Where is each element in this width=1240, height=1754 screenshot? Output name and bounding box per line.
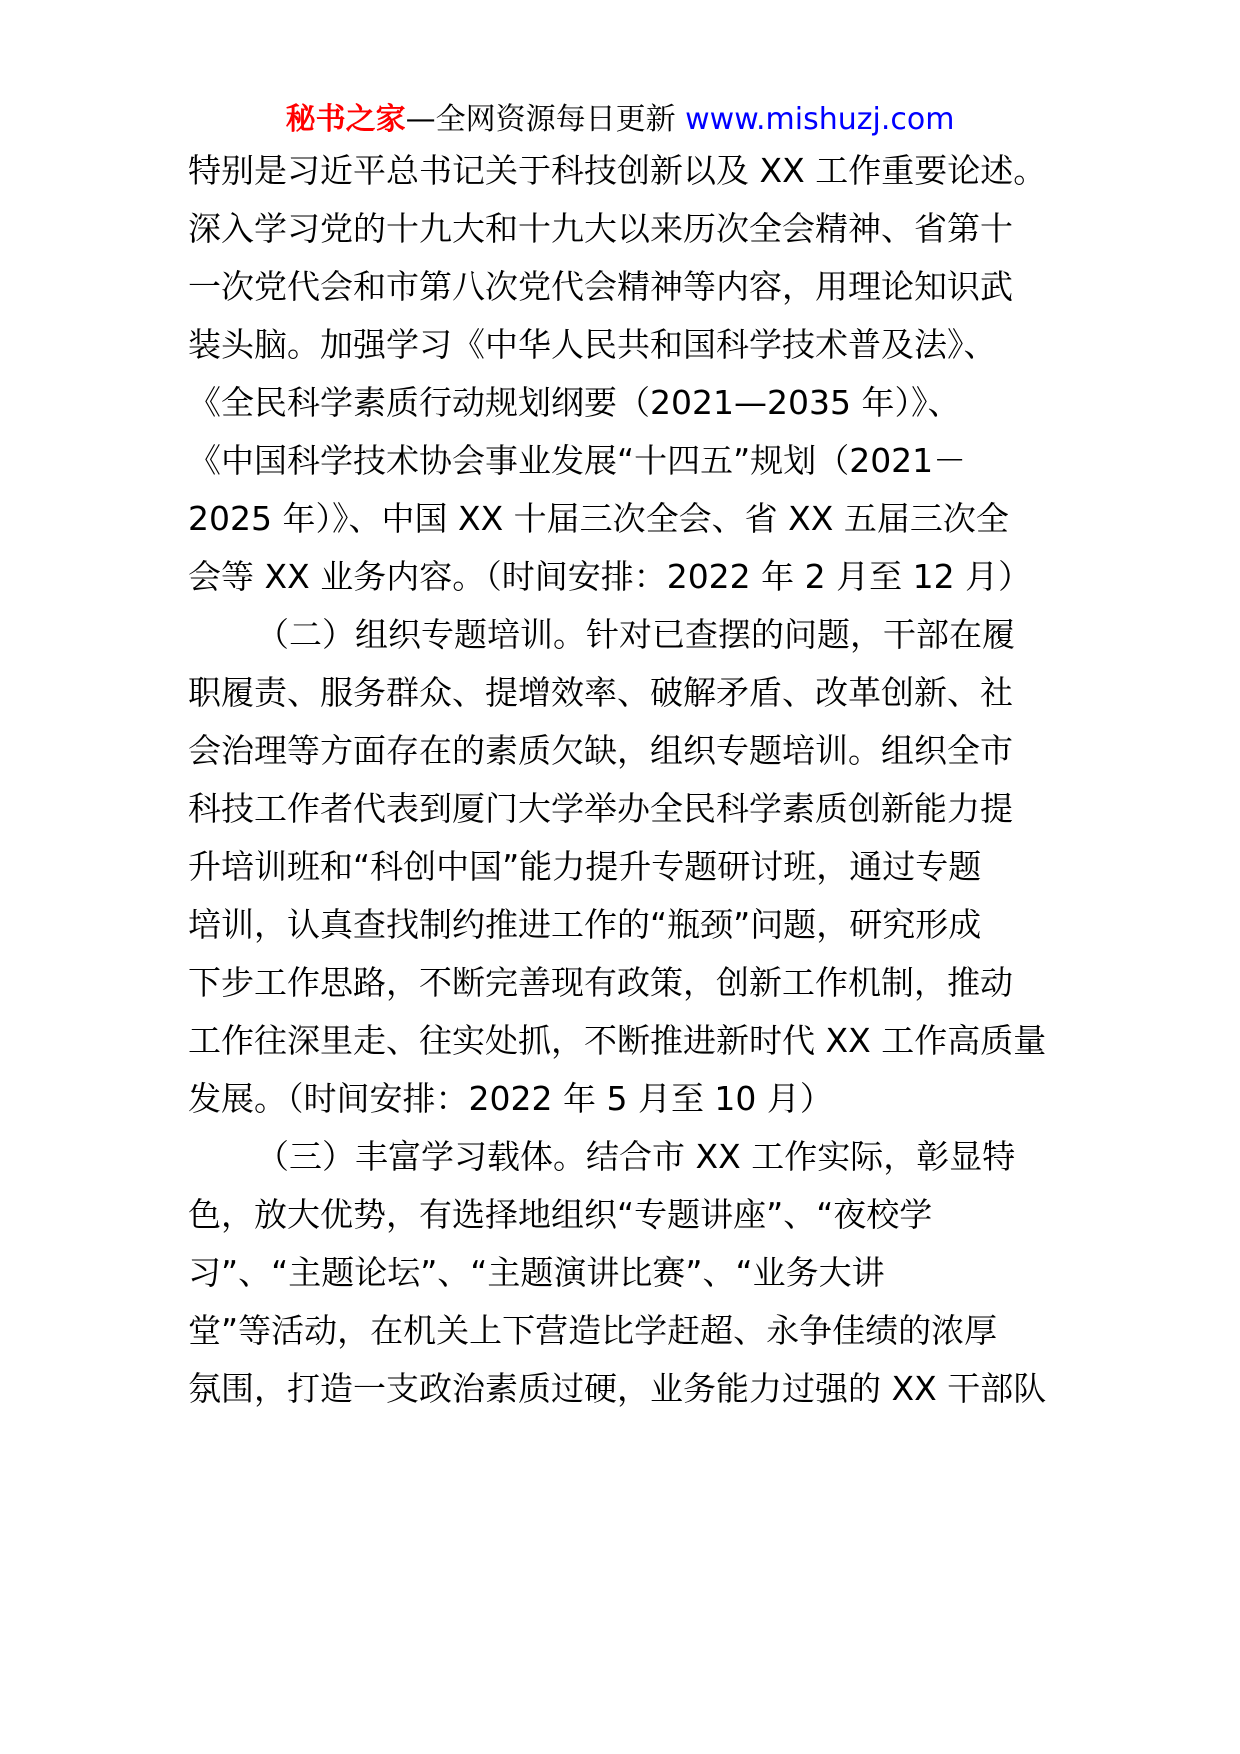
text-line: 《全民科学素质行动规划纲要（2021—2035 年）》、 — [188, 383, 961, 422]
paragraph-heading-3: （三）丰富学习载体。结合市 XX 工作实际，彰显特 — [256, 1137, 1016, 1176]
text-line: 职履责、服务群众、提增效率、破解矛盾、改革创新、社 — [188, 673, 1013, 712]
text-line: 《中国科学技术协会事业发展“十四五”规划（2021－ — [188, 441, 967, 480]
text-line: 会治理等方面存在的素质欠缺，组织专题培训。组织全市 — [188, 731, 1013, 770]
text-line: 2025 年）》、中国 XX 十届三次全会、省 XX 五届三次全 — [188, 499, 1009, 538]
text-line: 升培训班和“科创中国”能力提升专题研讨班，通过专题 — [188, 847, 982, 886]
paragraph-heading-2: （二）组织专题培训。针对已查摆的问题，干部在履 — [256, 615, 1015, 654]
text-line: 科技工作者代表到厦门大学举办全民科学素质创新能力提 — [188, 789, 1013, 828]
text-line: 堂”等活动，在机关上下营造比学赶超、永争佳绩的浓厚 — [188, 1311, 998, 1350]
text-line: 特别是习近平总书记关于科技创新以及 XX 工作重要论述。 — [188, 151, 1047, 190]
text-line: 氛围，打造一支政治素质过硬，业务能力过强的 XX 干部队 — [188, 1369, 1047, 1408]
text-line: 工作往深里走、往实处抓，不断推进新时代 XX 工作高质量 — [188, 1021, 1047, 1060]
brand-name: 秘书之家 — [285, 102, 406, 137]
header-tagline: —全网资源每日更新 — [405, 102, 676, 137]
site-url-link[interactable]: www.mishuzj.com — [685, 102, 955, 137]
text-line: 色，放大优势，有选择地组织“专题讲座”、“夜校学 — [188, 1195, 933, 1234]
text-line: 发展。（时间安排：2022 年 5 月至 10 月） — [188, 1079, 833, 1118]
text-line: 装头脑。加强学习《中华人民共和国科学技术普及法》、 — [188, 325, 997, 364]
text-line: 下步工作思路，不断完善现有政策，创新工作机制，推动 — [188, 963, 1013, 1002]
site-header — [0, 100, 1240, 140]
text-line: 一次党代会和市第八次党代会精神等内容，用理论知识武 — [188, 267, 1013, 306]
text-line: 习”、“主题论坛”、“主题演讲比赛”、“业务大讲 — [188, 1253, 885, 1292]
text-line: 深入学习党的十九大和十九大以来历次全会精神、省第十 — [188, 209, 1013, 248]
text-line: 会等 XX 业务内容。（时间安排：2022 年 2 月至 12 月） — [188, 557, 1032, 596]
text-line: 培训，认真查找制约推进工作的“瓶颈”问题，研究形成 — [188, 905, 982, 944]
